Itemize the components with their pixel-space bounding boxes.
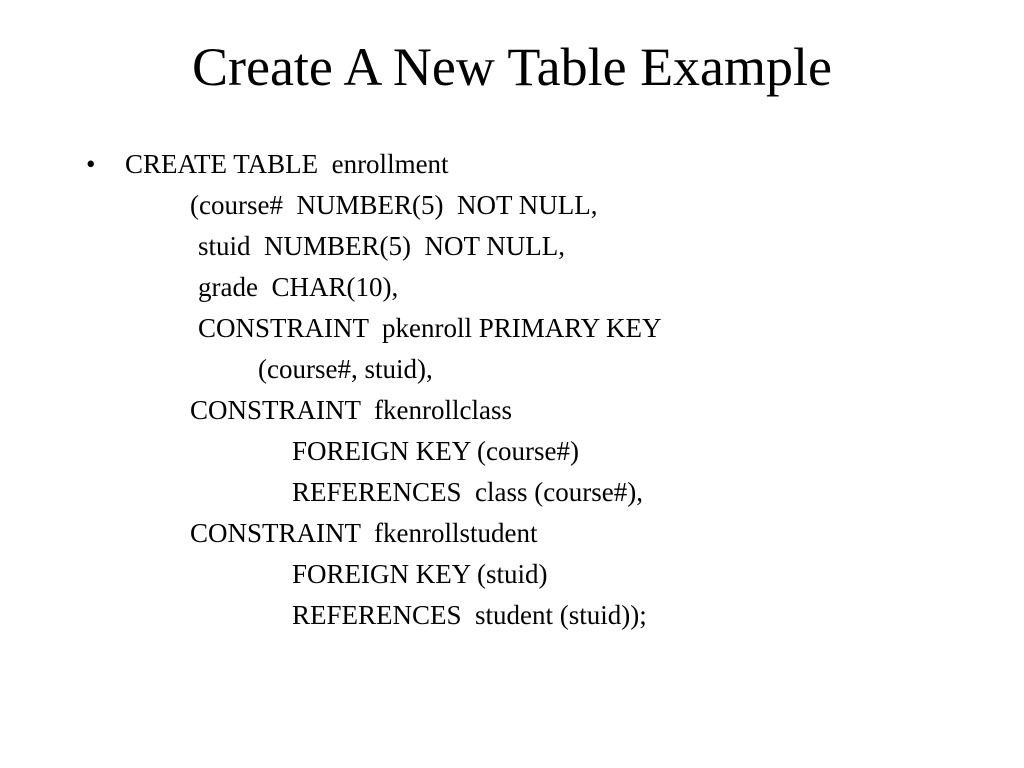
code-line-primary-key-columns: (course#, stuid), (258, 354, 433, 384)
code-line-student-fk-constraint: CONSTRAINT fkenrollstudent (190, 518, 538, 548)
slide-title: Create A New Table Example (191, 37, 832, 97)
code-line-student-references: REFERENCES student (stuid)); (292, 600, 647, 630)
code-line-class-fk-constraint: CONSTRAINT fkenrollclass (190, 395, 512, 425)
code-line-class-references: REFERENCES class (course#), (292, 477, 643, 507)
bullet-marker: • (86, 149, 96, 179)
code-line-grade-column: grade CHAR(10), (198, 272, 399, 302)
code-line-primary-key-constraint: CONSTRAINT pkenroll PRIMARY KEY (198, 313, 662, 343)
code-line-create-table: CREATE TABLE enrollment (125, 149, 449, 179)
code-line-class-foreign-key: FOREIGN KEY (course#) (292, 436, 579, 466)
code-line-student-foreign-key: FOREIGN KEY (stuid) (292, 559, 548, 589)
code-line-stuid-column: stuid NUMBER(5) NOT NULL, (198, 231, 565, 261)
code-line-course-column: (course# NUMBER(5) NOT NULL, (190, 190, 598, 220)
